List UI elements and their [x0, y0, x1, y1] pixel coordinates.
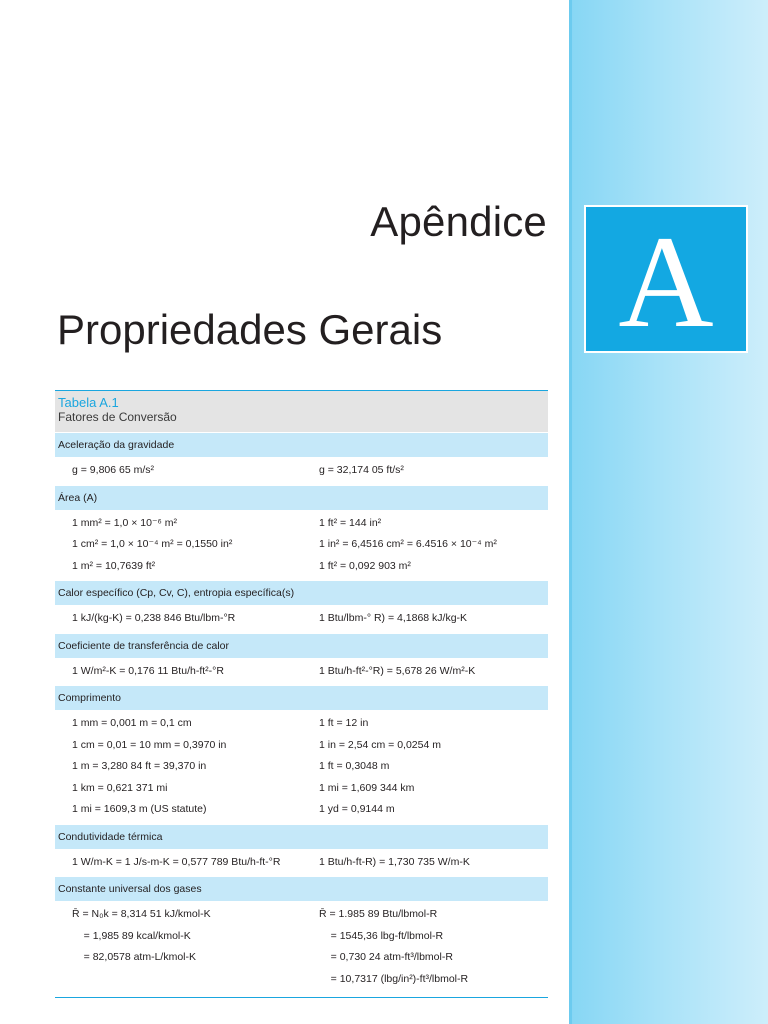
table-number: Tabela A.1 — [58, 395, 119, 410]
si-value-cell: = 82,0578 atm-L/kmol-K — [72, 951, 197, 963]
english-value-cell: 1 Btu/lbm-° R) = 4,1868 kJ/kg-K — [319, 612, 468, 624]
english-value-cell: 1 in² = 6,4516 cm² = 6.4516 × 10⁻⁴ m² — [319, 538, 497, 550]
section-header: Coeficiente de transferência de calor — [55, 633, 548, 658]
si-value-cell: 1 cm = 0,01 = 10 mm = 0,3970 in — [72, 738, 227, 751]
si-value-cell: = 1,985 89 kcal/kmol-K — [72, 929, 191, 942]
table-row — [55, 556, 548, 578]
section-header: Calor específico (Cp, Cv, C), entropia específica(s) — [55, 580, 548, 605]
english-value-cell: 1 ft = 12 in — [319, 717, 369, 729]
table-row — [55, 513, 548, 535]
section-rows — [55, 510, 548, 581]
section-rows — [55, 605, 548, 633]
table-body — [55, 432, 548, 993]
section-header: Constante universal dos gases — [55, 876, 548, 901]
table-row — [55, 799, 548, 821]
table-row — [55, 534, 548, 556]
si-value-cell: 1 mi = 1609,3 m (US statute) — [72, 803, 207, 815]
si-value-cell: 1 kJ/(kg-K) = 0,238 846 Btu/lbm-°R — [72, 612, 236, 624]
si-value-cell: 1 km = 0,621 371 mi — [72, 781, 168, 794]
table-caption — [55, 391, 548, 432]
si-value-cell — [55, 969, 319, 991]
table-row — [55, 735, 548, 757]
page-title: Propriedades Gerais — [57, 306, 443, 353]
table-row — [55, 947, 548, 969]
english-value-cell: R̄ = 1.985 89 Btu/lbmol-R — [319, 908, 438, 920]
appendix-letter: A — [618, 208, 714, 355]
english-value-cell: 1 Btu/h-ft-R) = 1,730 735 W/m-K — [319, 855, 470, 868]
table-row — [55, 756, 548, 778]
section-rows — [55, 901, 548, 993]
english-value-cell: 1 ft² = 0,092 903 m² — [319, 559, 411, 572]
table-bottom-rule — [55, 997, 548, 998]
english-value-cell: 1 ft = 0,3048 m — [319, 760, 390, 772]
section-rows — [55, 849, 548, 877]
table-name: Fatores de Conversão — [58, 410, 177, 424]
conversion-table — [55, 390, 548, 998]
section-header: Condutividade térmica — [55, 824, 548, 849]
section-rows — [55, 710, 548, 824]
table-row — [55, 661, 548, 683]
section-header: Área (A) — [55, 485, 548, 510]
table-row — [55, 460, 548, 482]
section-rows — [55, 457, 548, 485]
english-value-cell: = 0,730 24 atm-ft³/lbmol-R — [319, 951, 453, 963]
table-row — [55, 926, 548, 948]
english-value-cell: 1 yd = 0,9144 m — [319, 803, 395, 815]
english-value-cell: 1 ft² = 144 in² — [319, 516, 382, 529]
decorative-side-band — [569, 0, 768, 1024]
table-row — [55, 778, 548, 800]
si-value-cell: 1 m = 3,280 84 ft = 39,370 in — [72, 760, 207, 772]
si-value-cell: 1 mm = 0,001 m = 0,1 cm — [72, 717, 192, 729]
si-value-cell: 1 mm² = 1,0 × 10⁻⁶ m² — [72, 516, 177, 529]
table-row — [55, 904, 548, 926]
table-row — [55, 852, 548, 874]
table-row — [55, 713, 548, 735]
section-header: Aceleração da gravidade — [55, 432, 548, 457]
english-value-cell: = 10,7317 (lbg/in²)-ft³/lbmol-R — [319, 972, 469, 985]
si-value-cell: R̄ = N₀k = 8,314 51 kJ/kmol-K — [72, 908, 211, 920]
table-row — [55, 608, 548, 630]
english-value-cell: g = 32,174 05 ft/s² — [319, 464, 404, 476]
section-header: Comprimento — [55, 685, 548, 710]
table-row — [55, 969, 548, 991]
english-value-cell: = 1545,36 lbg-ft/lbmol-R — [319, 929, 444, 942]
si-value-cell: 1 m² = 10,7639 ft² — [72, 559, 156, 572]
english-value-cell: 1 in = 2,54 cm = 0,0254 m — [319, 738, 441, 751]
appendix-letter-box — [584, 205, 748, 353]
english-value-cell: 1 Btu/h-ft²-°R) = 5,678 26 W/m²-K — [319, 664, 476, 677]
english-value-cell: 1 mi = 1,609 344 km — [319, 781, 415, 794]
section-rows — [55, 658, 548, 686]
si-value-cell: 1 W/m²-K = 0,176 11 Btu/h-ft²-°R — [72, 664, 224, 677]
appendix-label: Apêndice — [370, 198, 547, 245]
si-value-cell: 1 cm² = 1,0 × 10⁻⁴ m² = 0,1550 in² — [72, 538, 233, 550]
si-value-cell: g = 9,806 65 m/s² — [72, 464, 155, 476]
si-value-cell: 1 W/m-K = 1 J/s-m-K = 0,577 789 Btu/h-ft-°R — [72, 855, 281, 868]
